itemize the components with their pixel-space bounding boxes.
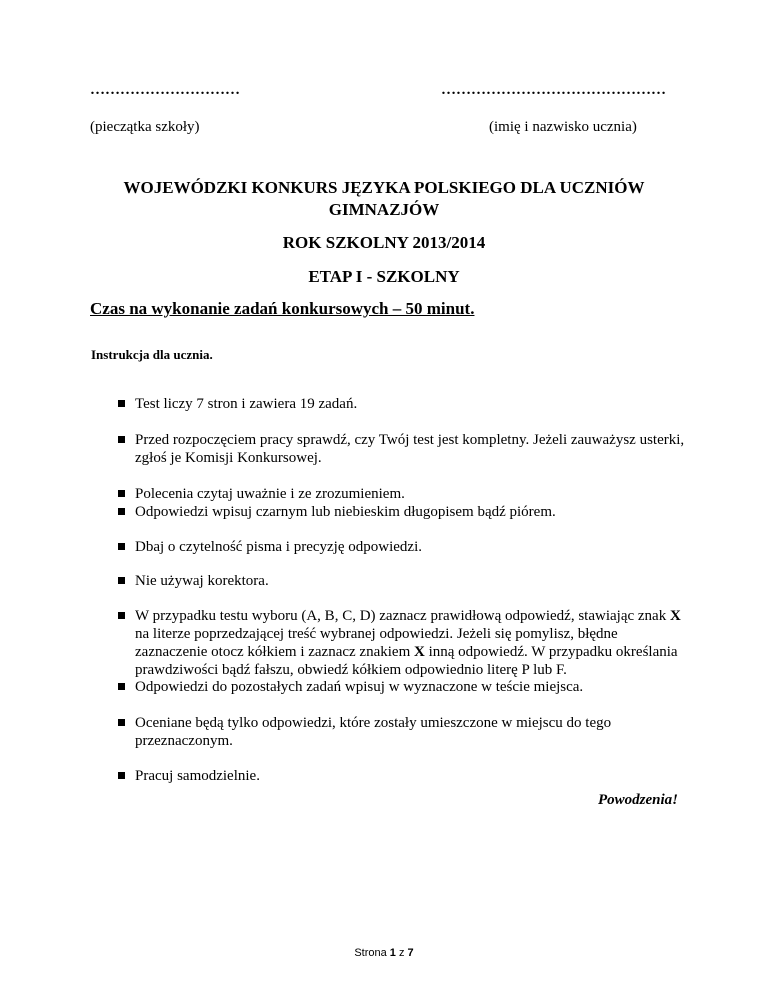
- bullet-square-icon: [118, 577, 125, 584]
- bullet-square-icon: [118, 508, 125, 515]
- instruction-text: Test liczy 7 stron i zawiera 19 zadań.: [135, 396, 358, 412]
- bullet-square-icon: [118, 543, 125, 550]
- good-luck-text: Powodzenia!: [597, 792, 678, 808]
- current-page-number: 1: [389, 947, 396, 959]
- time-limit: Czas na wykonanie zadań konkursowych – 50 minut.: [90, 299, 475, 318]
- instruction-text: Nie używaj korektora.: [135, 573, 269, 589]
- instruction-text: Oceniane będą tylko odpowiedzi, które zostały umieszczone w miejscu do tego przeznaczonym.: [135, 715, 612, 749]
- contest-stage: ETAP I - SZKOLNY: [308, 267, 460, 286]
- instruction-text: Dbaj o czytelność pisma i precyzję odpowiedzi.: [135, 539, 422, 555]
- contest-title-line-1: WOJEWÓDZKI KONKURS JĘZYKA POLSKIEGO DLA UCZNIÓW: [123, 178, 645, 197]
- bullet-square-icon: [118, 683, 125, 690]
- student-name-label: (imię i nazwisko ucznia): [489, 119, 637, 135]
- contest-title-line-2: GIMNAZJÓW: [328, 200, 440, 219]
- student-name-dots: ………………………………………: [441, 82, 666, 98]
- instruction-text: Pracuj samodzielnie.: [135, 768, 260, 784]
- bullet-square-icon: [118, 612, 125, 619]
- instruction-text: Przed rozpoczęciem pracy sprawdź, czy Twój test jest kompletny. Jeżeli zauważysz usterki, zgłoś je Komisji Konkursowej.: [135, 432, 685, 466]
- school-stamp-dots: …………………………: [90, 82, 240, 98]
- bullet-square-icon: [118, 436, 125, 443]
- bullet-square-icon: [118, 719, 125, 726]
- instruction-text: Odpowiedzi wpisuj czarnym lub niebieskim długopisem bądź piórem.: [135, 504, 556, 520]
- page-footer: Strona 1 z 7: [354, 947, 414, 959]
- instruction-text: W przypadku testu wyboru (A, B, C, D) zaznacz prawidłową odpowiedź, stawiając znak X na literze poprzedzającej treść wybranej odpowiedzi. Jeżeli się pomylisz, błędne zaznaczenie otocz kółkiem i zaznacz znakiem X inną odpowiedź. W przypadku określania prawdziwości bądź fałszu, obwiedź kółkiem odpowiednio literę P lub F.: [135, 608, 681, 678]
- school-stamp-label: (pieczątka szkoły): [90, 119, 200, 135]
- instructions-heading: Instrukcja dla ucznia.: [91, 347, 213, 362]
- total-pages-number: 7: [407, 947, 414, 959]
- school-year: ROK SZKOLNY 2013/2014: [282, 233, 486, 252]
- bullet-square-icon: [118, 490, 125, 497]
- instruction-text: Polecenia czytaj uważnie i ze zrozumieniem.: [135, 486, 405, 502]
- instruction-text: Odpowiedzi do pozostałych zadań wpisuj w wyznaczone w teście miejsca.: [135, 679, 584, 695]
- bullet-square-icon: [118, 772, 125, 779]
- bullet-square-icon: [118, 400, 125, 407]
